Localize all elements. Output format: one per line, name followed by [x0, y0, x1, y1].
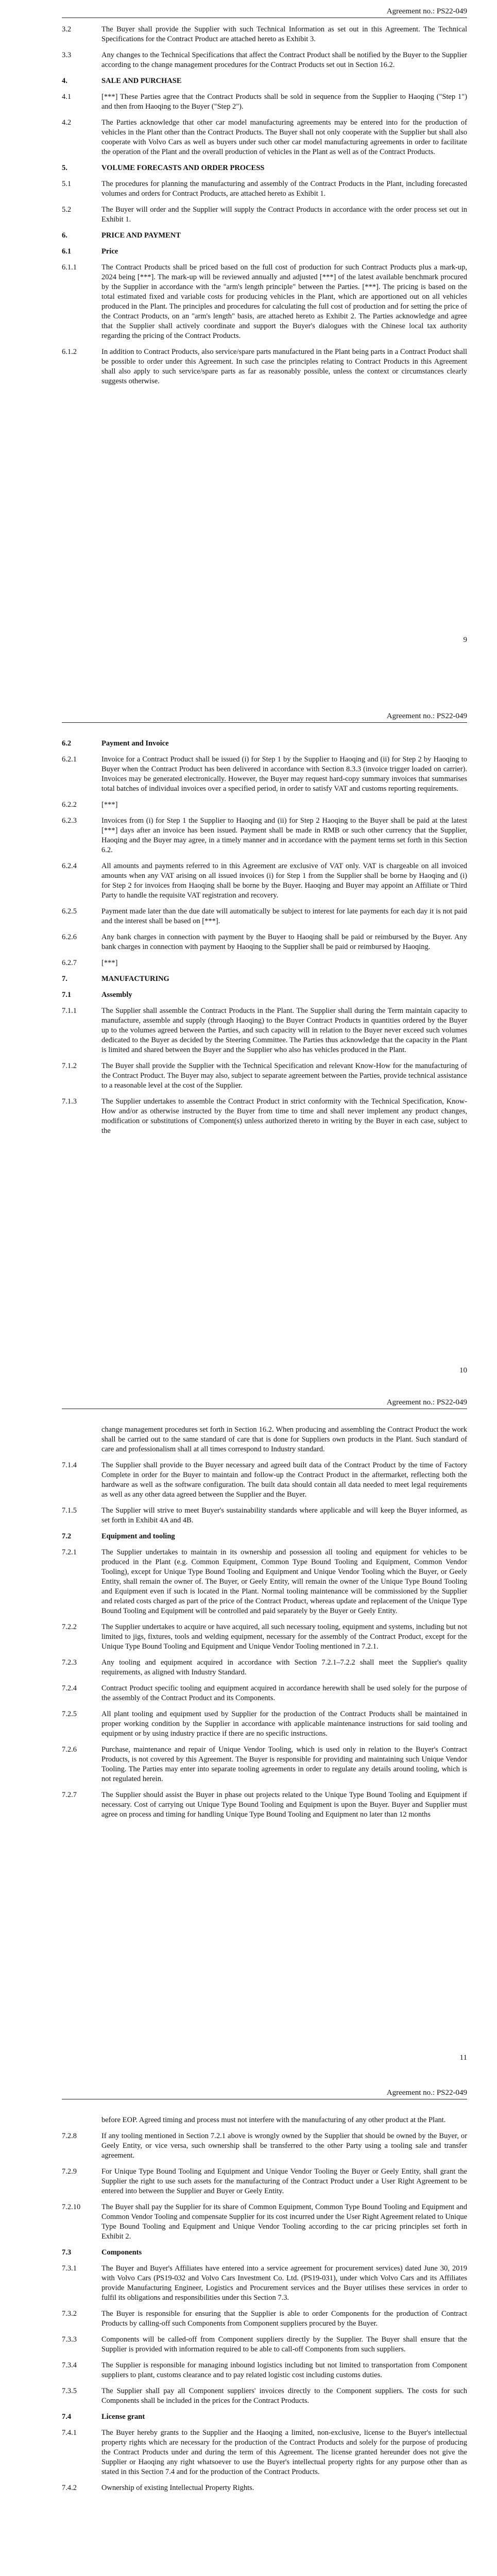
clause [62, 1425, 467, 1454]
clause-text: Any changes to the Technical Specifications that affect the Contract Product shall be notified by the Buyer to the Supplier according to the change management procedures for the Contract Products set out in Section 16.2. [101, 51, 467, 69]
clause-number: 5. [62, 164, 67, 172]
section-heading [62, 739, 467, 749]
clause [62, 907, 467, 926]
clause [62, 2264, 467, 2303]
clause-number: 7.2.3 [62, 1658, 77, 1667]
clause [62, 2309, 467, 2329]
clause [62, 25, 467, 44]
clause [62, 958, 467, 968]
clause-number: 7.2.6 [62, 1745, 77, 1754]
clause-number: 7.1.1 [62, 1007, 77, 1015]
clause [62, 118, 467, 157]
clause-text: The Supplier shall pay all Component suppliers' invoices directly to the Component suppliers. The costs for such Components shall be included in the prices for the Contract Products. [101, 2387, 467, 2405]
clause-number: 6.1.1 [62, 263, 77, 272]
clause-text: The Supplier undertakes to maintain in its ownership and possession all tooling and equipment for vehicles to be produced in the Plant (e.g. Common Equipment, Common Type Bound Tooling and Equipment, Common Vendor Tooling), except for Unique Type Bound Tooling and Equipment and Unique Vendor Tooling which the Buyer, or Geely Entity, shall remain the owner of. The Buyer, or Geely Entity, will remain the owner of the Unique Type Bound Tooling and Equipment even if such is located in the Plant. Normal tooling maintenance will be commissioned by the Supplier and related costs charged as part of the price of the Contract Product, whereas update and replacement of the Unique Type Bound Tooling and Equipment will be controlled and paid separately by the Buyer or Geely Entity. [101, 1548, 467, 1615]
clause [62, 1006, 467, 1055]
clause [62, 263, 467, 341]
clause-text: Any tooling and equipment acquired in accordance with Section 7.2.1–7.2.2 shall meet the Supplier's quality requirements, as aligned with Industry Standard. [101, 1658, 467, 1676]
section-heading [62, 1532, 467, 1541]
clause-text: [***] [101, 801, 118, 809]
clause-number: 6.2.4 [62, 862, 77, 870]
document-page [0, 0, 497, 668]
page-number: 9 [463, 636, 467, 644]
clause [62, 800, 467, 810]
clause [62, 2131, 467, 2161]
clause-text: The Supplier should assist the Buyer in phase out projects related to the Unique Type Bound Tooling and Equipment if necessary. Cost of carrying out Unique Type Bound Tooling and Equipment is upon the Buyer. Buyer and Supplier must agree on process and timing for handling Unique Type Bound Tooling and Equipment no later than 12 months [101, 1791, 467, 1819]
page-content [62, 2115, 467, 2499]
clause [62, 2386, 467, 2406]
header-rule [62, 722, 467, 723]
section-heading [62, 163, 467, 173]
section-heading [62, 974, 467, 984]
clause-text: change management procedures set forth in Section 16.2. When producing and assembling the Contract Product the work shall be carried out to the same standard of care that is done for Suppliers own products in the Plant. Such standard of care and professionalism shall at all times correspond to Industry standard. [101, 1426, 467, 1453]
clause-text: If any tooling mentioned in Section 7.2.1 above is wrongly owned by the Supplier that should be owned by the Buyer, or Geely Entity, or vice versa, such ownership shall be transferred to the other Party using a tooling sale and transfer agreement. [101, 2132, 467, 2160]
page-content [62, 739, 467, 1142]
heading-text: Equipment and tooling [101, 1532, 175, 1540]
clause-number: 3.3 [62, 51, 72, 59]
clause-number: 7.2.9 [62, 2167, 77, 2176]
clause-text: Any bank charges in connection with payment by the Buyer to Haoqing shall be paid or reimbursed by the Buyer. Any bank charges in connection with payment by Haoqing to the Supplier shall be paid or reimbursed by Haoqing. [101, 933, 467, 951]
clause [62, 1790, 467, 1820]
clause-number: 7.2.4 [62, 1684, 77, 1692]
clause-text: The Buyer hereby grants to the Supplier and the Haoqing a limited, non-exclusive, license to the Buyer's intellectual property rights which are necessary for the production of the Contract Products and solely for the purpose of producing the Contract Products under and during the term of this Agreement. The license granted hereunder does not give the Supplier or Haoqing any right whatsoever to use the Buyer's intellectual property rights for any purpose other than as stated in this Section 7.4 and for the production of the Contract Products. [101, 2429, 467, 2476]
clause [62, 2115, 467, 2125]
clause-number: 5.2 [62, 206, 72, 214]
clause-number: 7. [62, 975, 67, 983]
clause [62, 92, 467, 112]
clause-number: 7.1.2 [62, 1062, 77, 1070]
clause-number: 7.4.1 [62, 2429, 77, 2437]
clause-text: Purchase, maintenance and repair of Unique Vendor Tooling, which is used only in relation to the Buyer's Contract Products, is not covered by this Agreement. The Buyer is responsible for providing and maintaining such Unique Vendor Tooling. The Parties may enter into separate tooling agreements in order to regulate any details around tooling, which is not regulated herein. [101, 1745, 467, 1783]
clause [62, 2483, 467, 2493]
clause-number: 7.1.3 [62, 1097, 77, 1106]
clause-number: 7.4 [62, 2413, 72, 2421]
clause-text: All amounts and payments referred to in this Agreement are exclusive of VAT only. VAT is chargeable on all invoiced amounts when any VAT arising on all issued invoices (i) for Step 1 from the Supplier shall be borne by Haoqing and (i) for Step 2 for invoices from Haoqing shall be borne by the Buyer. Haoqing and Buyer may appoint an Affiliate or Third Party to handle the requisite VAT registration and recovery. [101, 862, 467, 900]
clause [62, 1622, 467, 1652]
clause-text: The Supplier shall provide to the Buyer necessary and agreed built data of the Contract Product by the time of Factory Complete in order for the Buyer to maintain and follow-up the Contract Product in the aftermarket, reflecting both the hardware as well as the software configuration. The built data should contain all data needed to meet legal requirements as well as any other data agreed between the Supplier and the Buyer. [101, 1461, 467, 1499]
clause-number: 6.2.3 [62, 817, 77, 825]
clause-text: The Supplier undertakes to acquire or have acquired, all such necessary tooling, equipment and systems, including but not limited to jigs, fixtures, tools and welding equipment, necessary for the assembly of the Contract Product, except for the Unique Type Bound Tooling and Equipment and Unique Vendor Tooling mentioned in 7.2.1. [101, 1623, 467, 1651]
clause-number: 7.2.10 [62, 2203, 81, 2211]
clause-number: 6.1.2 [62, 348, 77, 356]
clause-text: The Supplier shall assemble the Contract Products in the Plant. The Supplier shall during the Term maintain capacity to manufacture, assemble and supply (through Haoqing) to the Buyer Contract Products in quantities ordered by the Buyer up to the volumes agreed between the Parties, and such capacity will in relation to the Buyer never exceed such volumes dedicated to the Buyer as decided by the Steering Committee. The Parties thus acknowledge that the capacity in the Plant is limited and shared between the Buyer and the Supplier who also has vehicles produced in the Plant. [101, 1007, 467, 1054]
clause-number: 7.3.1 [62, 2264, 77, 2273]
clause-text: The Supplier will strive to meet Buyer's sustainability standards where applicable and will keep the Buyer informed, as set forth in Exhibit 4A and 4B. [101, 1506, 467, 1524]
clause-number: 7.2.5 [62, 1710, 77, 1718]
section-heading [62, 231, 467, 241]
clause-text: The Buyer shall pay the Supplier for its share of Common Equipment, Common Type Bound Tooling and Equipment and Common Vendor Tooling and compensate Supplier for its cost incurred under the User Right Agreement related to Unique Type Bound Tooling and Equipment and Unique Vendor Tooling according to the car pricing principles set forth in Exhibit 2. [101, 2203, 468, 2241]
clause-number: 6.1 [62, 247, 72, 256]
clause-text: The Buyer and Buyer's Affiliates have entered into a service agreement for procurement services) dated June 30, 2019 with Volvo Cars (PS19-032 and Volvo Cars Investment Co. Ltd. (PS19-031), under which Volvo Cars and its Affiliates provide Manufacturing Engineer, Logistics and Procurement services and the Buyer utilises these services in order to fulfil its obligations and responsibilities under this Section 7.3. [101, 2264, 467, 2302]
clause [62, 205, 467, 225]
clause-text: The Buyer is responsible for ensuring that the Supplier is able to order Components for the production of Contract Products by calling-off such Components from Component suppliers procured by the Buyer. [101, 2310, 467, 2328]
heading-text: SALE AND PURCHASE [101, 77, 182, 85]
clause-number: 7.2.2 [62, 1623, 77, 1631]
clause-text: Invoice for a Contract Product shall be issued (i) for Step 1 by the Supplier to Haoqing and (ii) for Step 2 by Haoqing to Buyer when the Contract Product has been delivered in accordance with Section 8.3.3 (invoice trigger loaded on carrier). Invoices may be generated electronically. However, the Buyer may request hard-copy summary invoices that summarises total batches of individual invoices over a specified period, in order to satisfy VAT and customs reporting requirements. [101, 755, 467, 793]
clause-text: The Buyer will order and the Supplier will supply the Contract Products in accordance with the order process set out in Exhibit 1. [101, 206, 467, 224]
clause-number: 7.1.5 [62, 1506, 77, 1515]
clause-text: The procedures for planning the manufacturing and assembly of the Contract Products in the Plant, including forecasted volumes and orders for Contract Products, are attached hereto as Exhibit 1. [101, 180, 467, 198]
clause [62, 2202, 467, 2242]
clause [62, 2167, 467, 2196]
heading-text: Payment and Invoice [101, 739, 169, 748]
page-content [62, 1425, 467, 1826]
clause [62, 1506, 467, 1526]
clause-text: Components will be called-off from Component suppliers directly by the Supplier. The Buyer shall ensure that the Supplier is provided with information required to be able to call-off Components from such suppliers. [101, 2335, 467, 2353]
clause [62, 755, 467, 794]
agreement-number: Agreement no.: PS22-049 [386, 7, 467, 15]
clause-number: 7.4.2 [62, 2484, 77, 2492]
clause-number: 7.3.4 [62, 2361, 77, 2369]
clause [62, 1684, 467, 1703]
clause [62, 1461, 467, 1500]
clause-text: The Parties acknowledge that other car model manufacturing agreements may be entered into for the production of vehicles in the Plant other than the Contract Products. The Buyer shall not only cooperate with the Supplier but shall also cooperate with Volvo Cars as well as buyers under such other car model manufacturing agreements in order to facilitate the operation of the Plant and the overall production of vehicles in the Plant as well as of the Contract Products. [101, 118, 467, 156]
clause-number: 6.2.2 [62, 801, 77, 809]
clause [62, 1097, 467, 1136]
clause [62, 347, 467, 386]
section-heading [62, 76, 467, 86]
clause [62, 2335, 467, 2354]
clause-number: 4. [62, 77, 67, 85]
clause-number: 6. [62, 231, 67, 240]
clause [62, 179, 467, 199]
clause-number: 6.2.5 [62, 907, 77, 916]
clause-text: [***] These Parties agree that the Contract Products shall be sold in sequence from the Supplier to Haoqing ("Step 1") and then from Haoqing to the Buyer ("Step 2"). [101, 93, 467, 111]
clause-text: Payment made later than the due date will automatically be subject to interest for late payments for each day it is not paid and the interest shall be based on [***]. [101, 907, 467, 925]
heading-text: Assembly [101, 991, 132, 999]
clause-text: In addition to Contract Products, also service/spare parts manufactured in the Plant being parts in a Contract Product shall be possible to order under this Agreement. In such case the principles relating to Contract Products in this Agreement shall also apply to such service/spare parts as far as reasonably possible, unless the context or circumstances clearly suggests otherwise. [101, 348, 467, 385]
clause-text: All plant tooling and equipment used by Supplier for the production of the Contract Products shall be maintained in proper working condition by the Supplier in accordance with applicable maintenance instructions for said tooling and equipment or by using industry practice if there are no specific instructions. [101, 1710, 467, 1738]
clause-number: 4.2 [62, 118, 72, 127]
section-heading [62, 2248, 467, 2258]
heading-text: Price [101, 247, 118, 256]
clause [62, 1658, 467, 1677]
clause-number: 4.1 [62, 93, 72, 101]
document-page [0, 2081, 497, 2576]
section-heading [62, 990, 467, 1000]
clause-text: The Buyer shall provide the Supplier with the Technical Specification and relevant Know-How for the manufacturing of the Contract Product. The Buyer may also, subject to separate agreement between the Parties, provide technical assistance to a reasonable level at the cost of the Supplier. [101, 1062, 467, 1090]
heading-text: VOLUME FORECASTS AND ORDER PROCESS [101, 164, 265, 172]
clause-number: 7.2.1 [62, 1548, 77, 1556]
clause-number: 6.2.7 [62, 959, 77, 967]
clause-number: 7.1.4 [62, 1461, 77, 1469]
heading-text: PRICE AND PAYMENT [101, 231, 181, 240]
page-number: 10 [459, 1366, 467, 1375]
clause-number: 7.2 [62, 1532, 72, 1540]
clause-number: 7.1 [62, 991, 72, 999]
document-page [0, 1391, 497, 2081]
clause-number: 7.3 [62, 2248, 72, 2257]
agreement-number: Agreement no.: PS22-049 [386, 1398, 467, 1406]
clause [62, 861, 467, 901]
section-heading [62, 247, 467, 257]
clause-text: Contract Product specific tooling and equipment acquired in accordance herewith shall be used solely for the purpose of the assembly of the Contract Product and its Components. [101, 1684, 467, 1702]
clause-text: The Supplier undertakes to assemble the Contract Product in strict conformity with the Technical Specification, Know-How and/or as otherwise instructed by the Buyer from time to time and shall never implement any product changes, modification or substitutions of Component(s) unless authorized thereto in writing by the Buyer in each case, subject to the [101, 1097, 467, 1135]
clause [62, 816, 467, 855]
clause-text: Invoices from (i) for Step 1 the Supplier to Haoqing and (ii) for Step 2 Haoqing to the Buyer shall be paid at the latest [***] days after an invoice has been issued. Payment shall be made in RMB or such other currency that the Supplier, Haoqing and the Buyer may agree, in a timely manner and in accordance with the payment terms set forth in this Section 6.2. [101, 817, 467, 854]
clause-number: 7.3.3 [62, 2335, 77, 2344]
clause-text: For Unique Type Bound Tooling and Equipment and Unique Vendor Tooling the Buyer or Geely Entity, shall grant the Supplier the right to use such assets for the manufacturing of the Contract Product under a User Right Agreement to be entered into between the Supplier and Buyer or Geely Entity. [101, 2167, 467, 2195]
clause-text: [***] [101, 959, 118, 967]
clause-text: Ownership of existing Intellectual Property Rights. [101, 2484, 254, 2492]
heading-text: MANUFACTURING [101, 975, 169, 983]
page-content [62, 25, 467, 393]
clause-text: The Contract Products shall be priced based on the full cost of production for such Contract Products plus a mark-up, 2024 being [***]. The mark-up will be reviewed annually and adjusted [***] of the latest available benchmark procured by the Supplier in accordance with the "arm's length principle" between the Parties. [***]. The pricing is based on the total estimated fixed and variable costs for producing vehicles in the Plant, which are apportioned out on all vehicles produced in the Plant. The principles and procedures for calculating the full cost of production and for setting the price of the Contract Products, on an "arm's length" basis, are attached hereto as Exhibit 2. The Parties acknowledge and agree that the Supplier shall actively coordinate and support the Buyer's dialogues with the Chinese local tax authority regarding the pricing of the Contract Products. [101, 263, 467, 340]
clause [62, 1745, 467, 1784]
heading-text: License grant [101, 2413, 145, 2421]
clause-number: 3.2 [62, 25, 72, 33]
clause-text: The Buyer shall provide the Supplier with such Technical Information as set out in this Agreement. The Technical Specifications for the Contract Product are attached hereto as Exhibit 3. [101, 25, 467, 43]
clause-text: The Supplier is responsible for managing inbound logistics including but not limited to transportation from Component suppliers to plant, customs clearance and to pay related logistic cost including customs duties. [101, 2361, 467, 2379]
section-heading [62, 2412, 467, 2422]
clause [62, 933, 467, 952]
agreement-number: Agreement no.: PS22-049 [386, 2089, 467, 2097]
clause [62, 50, 467, 70]
clause-text: before EOP. Agreed timing and process must not interfere with the manufacturing of any other product at the Plant. [101, 2116, 446, 2124]
clause-number: 5.1 [62, 180, 72, 188]
clause [62, 2361, 467, 2380]
clause-number: 6.2.6 [62, 933, 77, 941]
agreement-number: Agreement no.: PS22-049 [386, 712, 467, 720]
clause [62, 2428, 467, 2477]
clause [62, 1548, 467, 1616]
document-page [0, 705, 497, 1375]
clause-number: 7.2.7 [62, 1791, 77, 1799]
heading-text: Components [101, 2248, 142, 2257]
page-number: 11 [459, 2054, 467, 2062]
clause-number: 6.2.1 [62, 755, 77, 764]
clause-number: 7.3.2 [62, 2310, 77, 2318]
clause-number: 6.2 [62, 739, 72, 748]
clause [62, 1709, 467, 1739]
clause [62, 1061, 467, 1091]
clause-number: 7.3.5 [62, 2387, 77, 2395]
clause-number: 7.2.8 [62, 2132, 77, 2140]
